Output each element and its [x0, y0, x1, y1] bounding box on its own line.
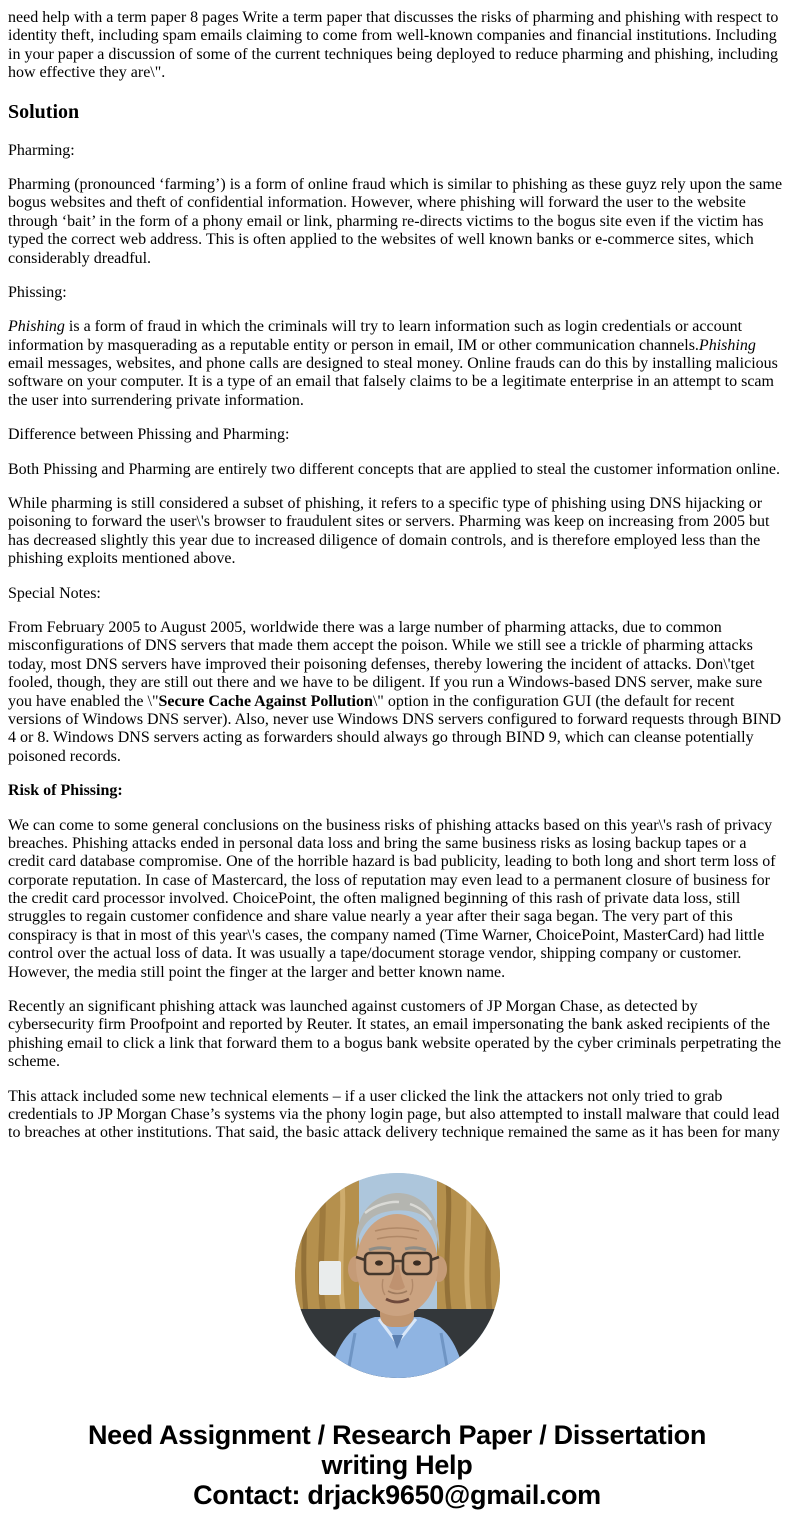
text-run: Pharming:: [8, 141, 75, 159]
text-run: \" option in the configuration GUI (the default for recent versions of Windows DNS server). Also, never use Windows DNS servers configured to forward requests through BIND 4 or 8. Windows DNS servers acting as forwarders should always go through BIND 9, which can cleanse potentially poisoned records.: [8, 692, 782, 765]
paragraph: [8, 782, 786, 800]
text-run: is a form of fraud in which the criminals will try to learn information such as login credentials or account information by masquerading as a reputable entity or person in email, IM or other communication channels.: [8, 318, 743, 354]
paragraph: [8, 176, 786, 268]
italic-text-run: Phishing: [698, 336, 756, 354]
text-run: Both Phissing and Pharming are entirely two different concepts that are applied to steal the customer information online.: [8, 460, 780, 478]
paragraph: [8, 426, 786, 444]
profile-photo-illustration: [295, 1173, 500, 1378]
paragraph: [8, 318, 786, 410]
text-run: Solution: [8, 100, 80, 123]
solution-heading: [8, 101, 786, 124]
promo-footer: [0, 1420, 794, 1510]
text-run: Recently an significant phishing attack was launched against customers of JP Morgan Chase, as detected by cybersecurity firm Proofpoint and reported by Reuter. It states, an email impersonating the bank asked recipients of the phishing email to click a link that forward them to a bogus bank website operated by the cyber criminals perpetrating the scheme.: [8, 998, 782, 1071]
italic-text-run: Phishing: [8, 318, 65, 336]
text-run: Difference between Phissing and Pharming:: [8, 426, 290, 444]
text-run: email messages, websites, and phone calls are designed to steal money. Online frauds can do this by installing malicious software on your computer. It is a type of an email that falsely claims to be a legitimate enterprise in an attempt to scam the user into surrendering private information.: [8, 355, 778, 409]
paragraph: [8, 9, 786, 83]
bold-text-run: Risk of Phissing:: [8, 782, 123, 800]
promo-line-2: writing Help: [321, 1449, 473, 1480]
paragraph: [8, 461, 786, 479]
paragraph: [8, 1088, 786, 1143]
paragraph: [8, 142, 786, 160]
text-run: While pharming is still considered a subset of phishing, it refers to a specific type of phishing using DNS hijacking or poisoning to forward the user\'s browser to fraudulent sites or servers. Pharming was keep on increasing from 2005 but has decreased slightly this year due to increased diligence of domain controls, and is therefore employed less than the phishing exploits mentioned above.: [8, 495, 770, 568]
text-run: From February 2005 to August 2005, worldwide there was a large number of pharming attacks, due to common misconfigurations of DNS servers that made them accept the poison. While we still see a trickle of pharming attacks today, most DNS servers have improved their poisoning defenses, thereby lowering the incident of attacks. Don\'tget fooled, though, they are still out there and we have to be diligent. If you run a Windows-based DNS server, make sure you have enabled the \": [8, 618, 763, 710]
paragraph: [8, 998, 786, 1072]
text-run: need help with a term paper 8 pages Write a term paper that discusses the risks of pharming and phishing with respect to identity theft, including spam emails claiming to come from well-known companies and financial institutions. Including in your paper a discussion of some of the current techniques being deployed to reduce pharming and phishing, including how effective they are\".: [8, 9, 779, 82]
text-run: Pharming (pronounced ‘farming’) is a form of online fraud which is similar to phishing as these guyz rely upon the same bogus websites and theft of confidential information. However, where phishing will forward the user to the website through ‘bait’ in the form of a phony email or link, pharming re-directs victims to the bogus site even if the victim has typed the correct web address. This is often applied to the websites of well known banks or e-commerce sites, which considerably dreadful.: [8, 175, 783, 267]
paragraph: [8, 817, 786, 983]
profile-photo: [295, 1173, 500, 1378]
promo-line-1: Need Assignment / Research Paper / Dissertation: [87, 1419, 707, 1450]
paragraph: [8, 585, 786, 603]
paragraph: [8, 495, 786, 569]
text-run: Phissing:: [8, 283, 67, 301]
paragraph: [8, 619, 786, 766]
text-run: We can come to some general conclusions on the business risks of phishing attacks based on this year\'s rash of privacy breaches. Phishing attacks ended in personal data loss and bring the same business risks as losing backup tapes or a credit card database compromise. One of the horrible hazard is bad publicity, leading to both long and short term loss of corporate reputation. In case of Mastercard, the loss of reputation may even lead to a permanent closure of business for the credit card processor involved. ChoicePoint, the often maligned beginning of this rash of private data loss, still struggles to regain customer confidence and share value nearly a year after their saga began. The very part of this conspiracy is that in most of this year\'s cases, the company named (Time Warner, ChoicePoint, MasterCard) had little control over the actual loss of data. It was usually a tape/document storage vendor, shipping company or customer. However, the media still point the finger at the larger and better known name.: [8, 816, 776, 981]
paragraph: [8, 284, 786, 302]
text-run: This attack included some new technical elements – if a user clicked the link the attackers not only tried to grab credentials to JP Morgan Chase’s systems via the phony login page, but also attempted to install malware that could lead to breaches at other institutions. That said, the basic attack delivery technique remained the same as it has been for many: [8, 1087, 780, 1142]
promo-contact-email: Contact: drjack9650@gmail.com: [193, 1479, 601, 1510]
text-run: Special Notes:: [8, 584, 101, 602]
bold-text-run: Secure Cache Against Pollution: [158, 692, 373, 710]
